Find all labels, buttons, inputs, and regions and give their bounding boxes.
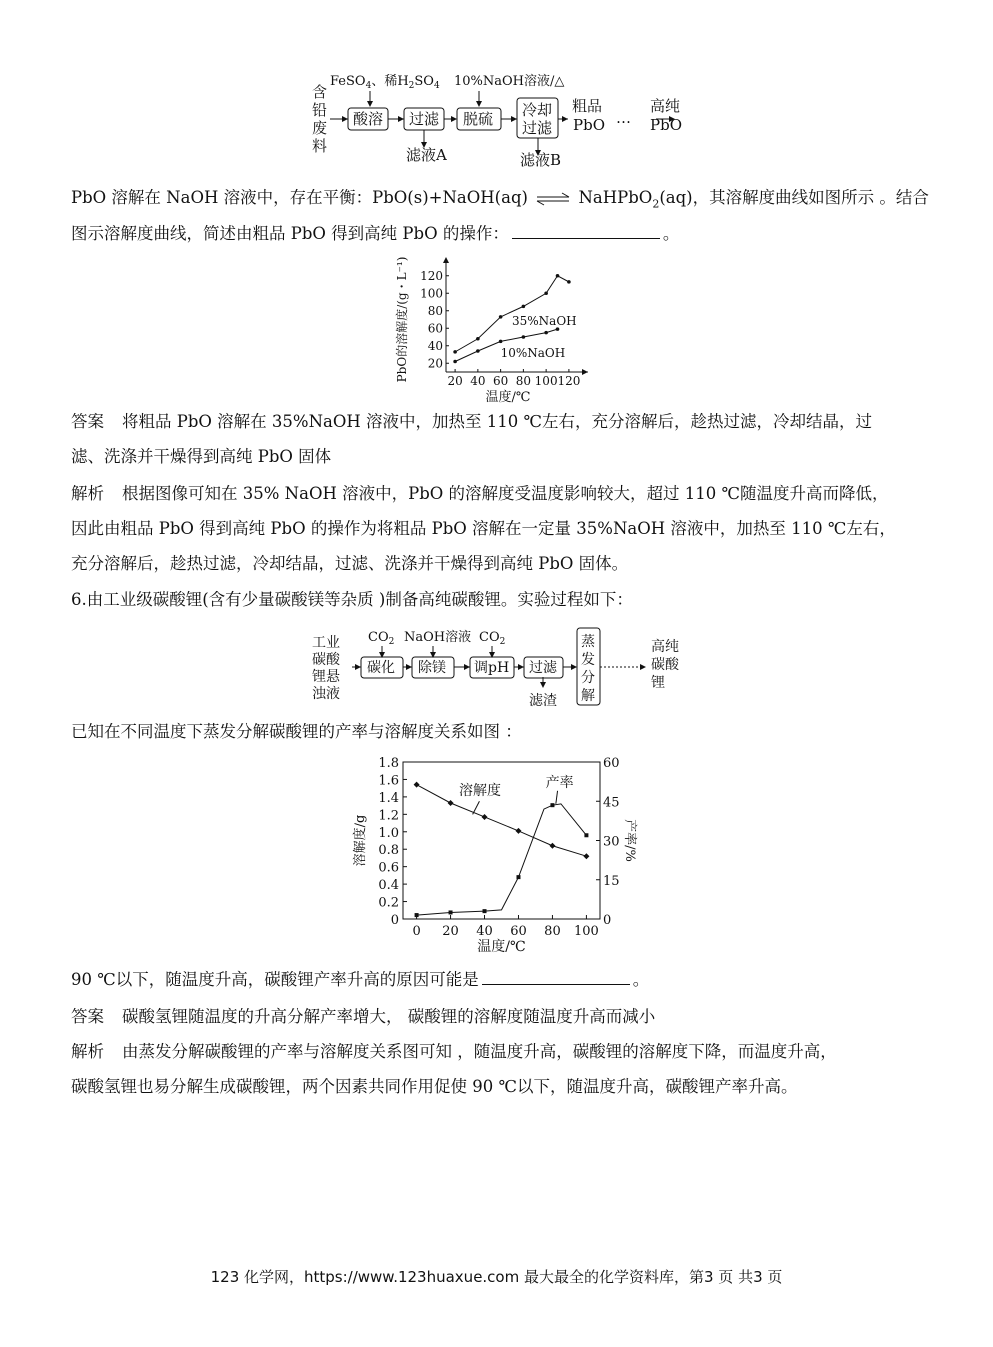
lithium-yield-chart <box>350 755 650 960</box>
flow1-feed-4: 料 <box>312 137 328 155</box>
page-footer: 123 化学网，https://www.123huaxue.com 最大最全的化学资料库，第3 页 共3 页 <box>210 1268 783 1286</box>
x-tick-label: 80 <box>515 374 532 388</box>
series-line-yield <box>417 804 587 915</box>
data-point <box>522 335 526 339</box>
flow2-evap-1: 蒸 <box>581 634 595 650</box>
data-point <box>449 910 453 914</box>
y-tick-label: 20 <box>427 356 443 371</box>
y-left-tick-label: 1.6 <box>378 773 399 789</box>
x-tick-label: 20 <box>442 924 459 939</box>
flow2-product-2: 碳酸 <box>651 657 679 673</box>
flow2-evap-2: 发 <box>581 652 595 668</box>
data-point <box>476 349 480 353</box>
y-tick-label: 120 <box>420 268 443 283</box>
y-left-tick-label: 1.2 <box>378 808 399 824</box>
flow1-filtrate-b: 滤液B <box>520 151 562 169</box>
answer-blank-6 <box>482 970 630 985</box>
flow1-step-cool-2: 过滤 <box>522 119 553 137</box>
flow2-residue: 滤渣 <box>529 693 557 709</box>
flow2-reagent-co2-2: $CO_2$ <box>479 630 506 647</box>
flow1-step-acid: 酸溶 <box>353 110 384 128</box>
answer-5-line-2: 滤、洗涤并干燥得到高纯 PbO 固体 <box>71 447 332 466</box>
y-tick-label: 100 <box>420 286 443 301</box>
data-point <box>415 913 419 917</box>
y-tick-label: 60 <box>427 321 443 336</box>
y-tick-label: 80 <box>427 303 443 318</box>
y-right-axis-label: 产率/% <box>622 819 637 862</box>
data-point <box>515 828 521 834</box>
x-tick-label: 40 <box>470 374 486 388</box>
flow2-reagent-co2-1: $CO_2$ <box>368 630 395 647</box>
y-axis-label: PbO的溶解度/(g・L⁻¹) <box>395 256 409 383</box>
x-axis-label: 温度/℃ <box>485 390 531 403</box>
x-tick-label: 120 <box>557 374 581 388</box>
data-point <box>499 340 503 344</box>
x-tick-label: 60 <box>510 924 527 939</box>
data-point <box>476 337 480 341</box>
flow2-feed-2: 碳酸 <box>312 652 340 668</box>
analysis-5-line-2: 因此由粗品 PbO 得到高纯 PbO 的操作为将粗品 PbO 溶解在一定量 35%NaOH 溶液中，加热至 110 ℃左右， <box>71 519 896 538</box>
y-left-tick-label: 0.6 <box>378 860 399 876</box>
data-point <box>522 305 526 309</box>
data-point <box>584 833 588 837</box>
data-point <box>483 909 487 913</box>
series-label-10: 10%NaOH <box>500 346 566 361</box>
analysis-6-line-1: 解析 由蒸发分解碳酸锂的产率与溶解度关系图可知 ，随温度升高，碳酸锂的溶解度下降，而温度升高， <box>71 1042 837 1061</box>
flow2-step-filter: 过滤 <box>529 660 557 676</box>
series-label-35: 35%NaOH <box>512 313 577 328</box>
flow2-feed-3: 锂悬 <box>312 669 340 685</box>
question-6-line-2: 已知在不同温度下蒸发分解碳酸锂的产率与溶解度关系如图 ： <box>71 722 522 741</box>
flow1-filtrate-a: 滤液A <box>406 146 447 164</box>
data-point <box>453 360 457 364</box>
data-point <box>482 814 488 820</box>
flow1-step-desulf: 脱硫 <box>463 110 494 128</box>
flow2-product-3: 锂 <box>651 675 665 691</box>
series-line-solubility <box>417 785 587 857</box>
x-axis-label: 温度/℃ <box>477 939 526 955</box>
flow2-step-carbonize: 碳化 <box>367 660 395 676</box>
data-point <box>549 843 555 849</box>
flow1-pure-1: 高纯 <box>650 97 681 115</box>
label-leader <box>556 791 558 804</box>
data-point <box>453 350 457 354</box>
data-point <box>544 291 548 295</box>
data-point <box>556 327 560 331</box>
data-point <box>544 331 548 335</box>
y-left-axis-label: 溶解度/g <box>353 814 368 867</box>
answer-blank <box>512 224 660 239</box>
flow1-dots: … <box>616 109 631 127</box>
y-right-tick-label: 45 <box>603 795 620 811</box>
analysis-5-line-3: 充分溶解后，趁热过滤，冷却结晶，过滤、洗涤并干燥得到高纯 PbO 固体。 <box>71 554 629 573</box>
y-tick-label: 40 <box>427 338 443 353</box>
question-6-line-3: 90 ℃以下，随温度升高，碳酸锂产率升高的原因可能是 。 <box>71 970 650 989</box>
flow2-evap-4: 解 <box>581 688 595 704</box>
flow1-feed-3: 废 <box>312 119 328 137</box>
x-axis-arrow-icon <box>582 369 588 375</box>
data-point <box>550 803 554 807</box>
flow2-product-1: 高纯 <box>651 639 679 655</box>
y-axis-arrow-icon <box>443 257 449 263</box>
x-tick-label: 100 <box>573 924 599 939</box>
y-left-tick-label: 1.4 <box>378 790 399 806</box>
flow1-step-cool-1: 冷却 <box>522 101 553 119</box>
data-point <box>448 800 454 806</box>
x-tick-label: 0 <box>412 924 421 939</box>
answer-6: 答案 碳酸氢锂随温度的升高分解产率增大， 碳酸锂的溶解度随温度升高而减小 <box>71 1007 656 1026</box>
data-point <box>583 853 589 859</box>
y-left-tick-label: 0 <box>390 913 399 928</box>
pbo-solubility-chart <box>392 255 602 403</box>
y-right-tick-label: 60 <box>603 756 620 771</box>
answer-5-line-1: 答案 将粗品 PbO 溶解在 35%NaOH 溶液中，加热至 110 ℃左右，充分溶解后，趁热过滤，冷却结晶，过 <box>71 412 872 431</box>
y-right-tick-label: 0 <box>603 913 612 928</box>
x-tick-label: 80 <box>544 924 561 939</box>
question-6-line-1: 6.由工业级碳酸锂(含有少量碳酸镁等杂质 )制备高纯碳酸锂。实验过程如下： <box>71 590 633 609</box>
y-right-tick-label: 30 <box>603 834 620 850</box>
flow1-crude-1: 粗品 <box>572 97 603 115</box>
x-tick-label: 100 <box>534 374 558 388</box>
y-left-tick-label: 0.4 <box>378 878 399 894</box>
flow2-evap-3: 分 <box>581 670 595 686</box>
x-tick-label: 60 <box>492 374 509 388</box>
data-point <box>499 315 503 319</box>
flow2-feed-4: 浊液 <box>312 686 340 702</box>
flowchart-lead <box>300 66 700 176</box>
q5-line-1: PbO 溶解在 NaOH 溶液中，存在平衡：PbO(s)+NaOH(aq) NaHPbO$_2$(aq)，其溶解度曲线如图所示 。结合 <box>71 188 929 211</box>
q5-line-2: 图示溶解度曲线，简述由粗品 PbO 得到高纯 PbO 的操作： 。 <box>71 224 680 243</box>
flow2-step-adjust-ph: 调pH <box>474 660 510 676</box>
flow1-crude-2: PbO <box>573 116 605 134</box>
data-point <box>556 274 560 278</box>
equilibrium-arrow-icon <box>535 192 571 206</box>
series-label-yield: 产率 <box>545 774 574 791</box>
label-leader <box>473 801 480 814</box>
y-left-tick-label: 0.8 <box>378 843 399 859</box>
y-left-tick-label: 1.0 <box>378 825 399 841</box>
data-point <box>567 280 571 284</box>
analysis-6-line-2: 碳酸氢锂也易分解生成碳酸锂，两个因素共同作用促使 90 ℃以下，随温度升高，碳酸锂产率升高。 <box>71 1077 798 1096</box>
x-tick-label: 40 <box>476 924 493 939</box>
y-left-tick-label: 1.8 <box>378 756 399 771</box>
flow1-feed-2: 铅 <box>312 101 328 119</box>
series-label-solubility: 溶解度 <box>459 783 502 800</box>
flow1-reagent2: 10%NaOH溶液/△ <box>454 74 565 89</box>
y-right-tick-label: 15 <box>603 873 620 889</box>
analysis-5-line-1: 解析 根据图像可知在 35% NaOH 溶液中，PbO 的溶解度受温度影响较大，超过 110 ℃随温度升高而降低， <box>71 484 889 503</box>
data-point <box>516 875 520 879</box>
flow1-pure-2: PbO <box>650 116 682 134</box>
flowchart-lithium <box>306 624 696 710</box>
y-left-tick-label: 0.2 <box>378 895 399 911</box>
flow1-reagent1: FeSO$_4$、稀$H_2SO_4$ <box>330 74 440 91</box>
flow1-feed-1: 含 <box>312 83 328 101</box>
x-tick-label: 20 <box>447 374 463 388</box>
flow2-reagent-naoh: NaOH溶液 <box>404 630 472 645</box>
flow1-step-filter: 过滤 <box>409 110 440 128</box>
data-point <box>414 782 420 788</box>
flow2-feed-1: 工业 <box>312 635 340 651</box>
flow2-step-remove-mg: 除镁 <box>418 660 446 676</box>
